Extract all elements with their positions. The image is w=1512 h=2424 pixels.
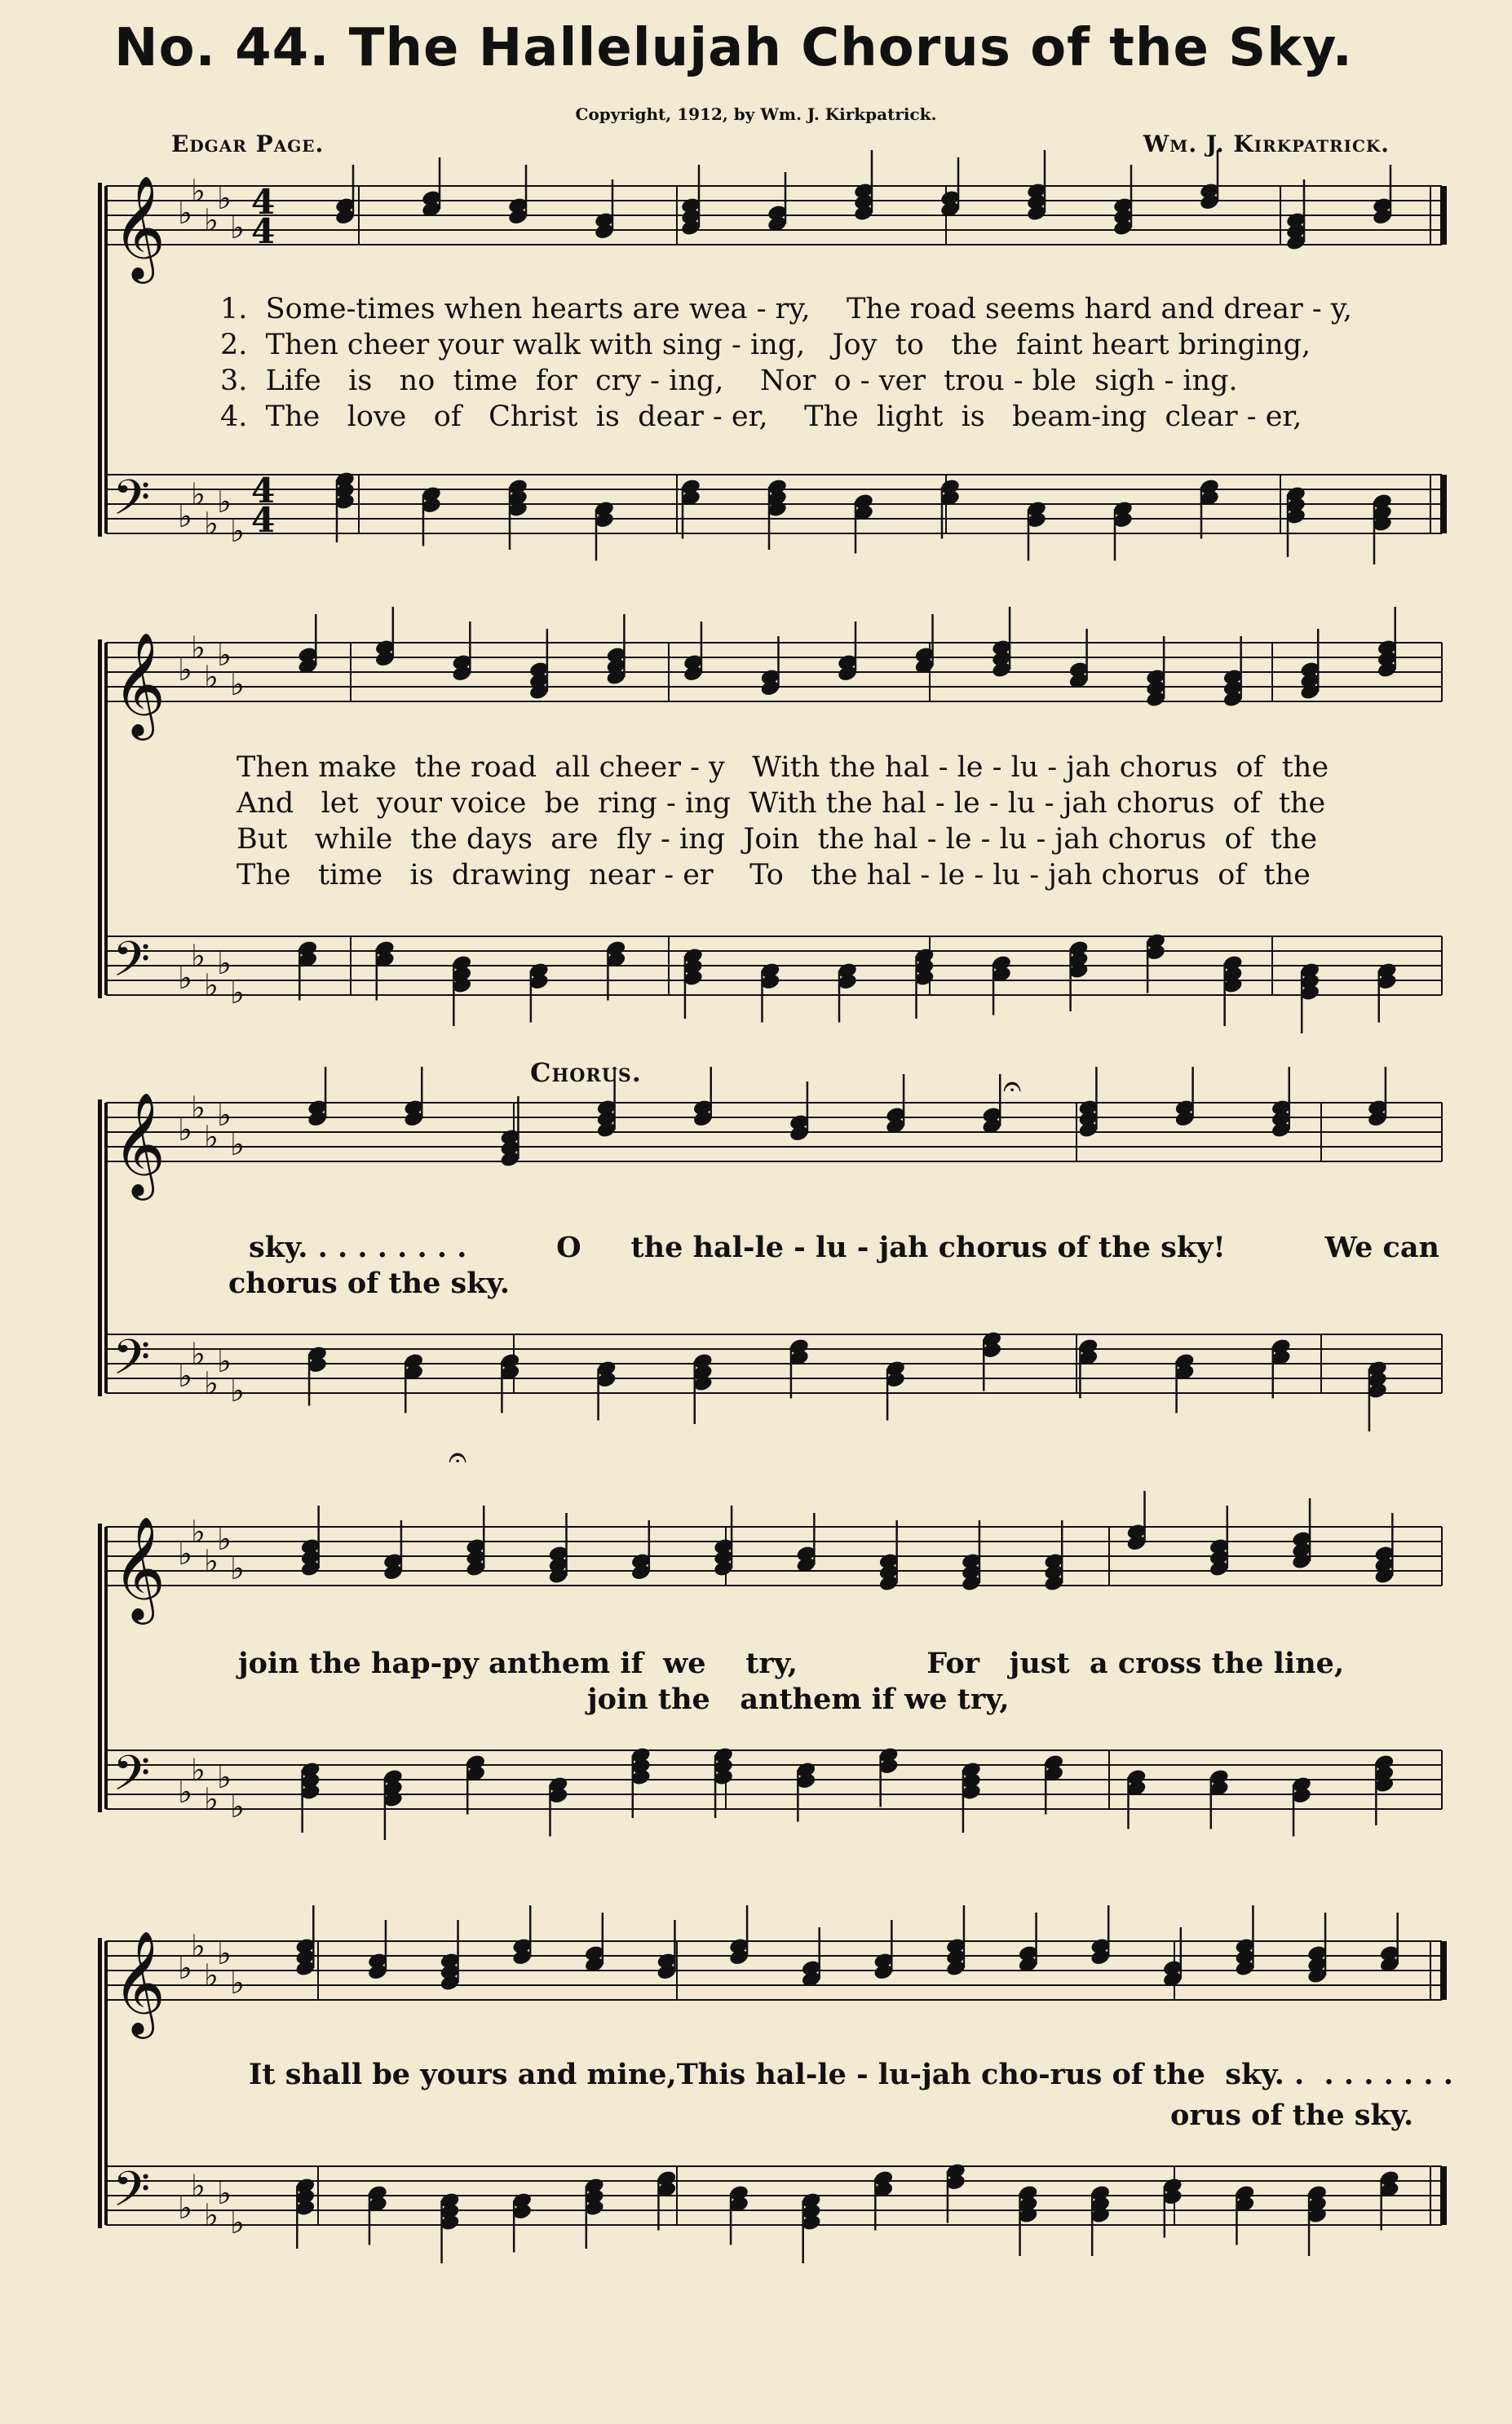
system-2-bass-flat-icon: ♭ (204, 967, 219, 1003)
system-1-system-brace (98, 183, 102, 537)
system-1-final-barline (1440, 475, 1447, 533)
system-3-bass-flat-icon: ♭ (178, 1358, 192, 1394)
copyright-notice: Copyright, 1912, by Wm. J. Kirkpatrick. (575, 104, 937, 124)
system-2-system-brace (98, 639, 102, 998)
system-1-final-barline (1440, 186, 1447, 245)
system-4-treble-flat-icon: ♭ (178, 1536, 192, 1572)
system-1-treble-clef-icon: 𝄞 (113, 175, 166, 279)
verse-4-line-b: The time is drawing near - er To the hal - le - lu - jah chorus of the (237, 859, 1311, 891)
verse-3-line-a: 3. Life is no time for cry - ing, Nor o - ver trou - ble sigh - ing. (220, 365, 1238, 397)
verse-1-line-a: 1. Some-times when hearts are wea - ry, The road seems hard and drear - y, (220, 293, 1353, 325)
system-5-final-barline (1440, 1941, 1447, 2000)
system-2-treble-flat-icon: ♭ (204, 659, 219, 695)
system-1-treble-flat-icon: ♭ (217, 180, 232, 216)
system-2-bass-flat-icon: ♭ (217, 945, 232, 981)
system-2-bass-flat-icon: ♭ (230, 975, 245, 1011)
system-1-time-sig-top-1: 4 (251, 471, 276, 511)
system-4-treble-flat-icon: ♭ (217, 1521, 232, 1557)
system-5-bass-flat-icon: ♭ (230, 2205, 245, 2240)
chorus-lyric-line-4: join the anthem if we try, (587, 1683, 1010, 1716)
verse-1-line-b: Then make the road all cheer - y With the hal - le - lu - jah chorus of the (237, 751, 1329, 784)
system-5-treble-clef-icon: 𝄞 (113, 1930, 166, 2034)
system-1-bass-flat-icon: ♭ (217, 484, 232, 520)
chorus-lyric-line-3: join the hap-py anthem if we try, For just a cross the line, (238, 1647, 1345, 1680)
page-title: No. 44. The Hallelujah Chorus of the Sky. (114, 18, 1353, 78)
system-4-treble-clef-icon: 𝄞 (113, 1515, 166, 1620)
system-3-bass-flat-icon: ♭ (191, 1336, 206, 1372)
system-1-treble-flat-icon: ♭ (204, 202, 219, 238)
system-4-system-brace (98, 1524, 102, 1812)
system-4-bass-flat-icon: ♭ (204, 1781, 219, 1817)
system-3-bass-flat-icon: ♭ (230, 1373, 245, 1409)
chorus-lyric-line-2: chorus of the sky. (228, 1267, 510, 1300)
system-1-treble-flat-icon: ♭ (178, 195, 192, 231)
system-3-treble-clef-icon: 𝄞 (113, 1091, 166, 1196)
system-1-bass-flat-icon: ♭ (204, 506, 219, 542)
lyricist-credit: Edgar Page. (171, 130, 325, 157)
system-1-treble-flat-icon: ♭ (191, 173, 206, 209)
system-5-bass-flat-icon: ♭ (204, 2197, 219, 2233)
system-5-bass-flat-icon: ♭ (191, 2168, 206, 2204)
verse-4-line-a: 4. The love of Christ is dear - er, The light is beam-ing clear - er, (220, 400, 1302, 433)
fermata-icon: 𝄐 (449, 1439, 467, 1476)
system-1-time-sig-bottom-1: 4 (251, 500, 276, 540)
system-1-bass-flat-icon: ♭ (191, 476, 206, 512)
system-3-treble-flat-icon: ♭ (230, 1126, 245, 1162)
system-1-bass-flat-icon: ♭ (230, 513, 245, 549)
system-1-bass-clef-icon: 𝄢 (113, 469, 151, 537)
system-4-bass-clef-icon: 𝄢 (113, 1745, 151, 1813)
system-3-system-brace (98, 1099, 102, 1396)
verse-2-line-a: 2. Then cheer your walk with sing - ing, Joy to the faint heart bringing, (220, 329, 1311, 361)
system-2-treble-clef-icon: 𝄞 (113, 631, 166, 736)
system-5-bass-flat-icon: ♭ (217, 2175, 232, 2211)
system-1-bass-flat-icon: ♭ (178, 498, 192, 534)
system-5-treble-flat-icon: ♭ (217, 1935, 232, 1971)
system-2-bass-clef-icon: 𝄢 (113, 931, 151, 999)
system-5-system-brace (98, 1938, 102, 2228)
system-3-treble-flat-icon: ♭ (191, 1090, 206, 1126)
system-1-time-sig-top-0: 4 (251, 182, 276, 222)
system-3-treble-flat-icon: ♭ (204, 1119, 219, 1155)
chorus-lyric-line-6: orus of the sky. (1170, 2099, 1414, 2132)
system-4-treble-flat-icon: ♭ (204, 1543, 219, 1579)
system-1-treble-flat-icon: ♭ (230, 210, 245, 245)
system-5-treble-flat-icon: ♭ (230, 1965, 245, 2001)
verse-2-line-b: And let your voice be ring - ing With the hal - le - lu - jah chorus of the (237, 787, 1326, 820)
system-3-bass-flat-icon: ♭ (204, 1365, 219, 1401)
system-3-bass-clef-icon: 𝄢 (113, 1329, 151, 1397)
system-3-treble-flat-icon: ♭ (178, 1112, 192, 1148)
system-2-treble-flat-icon: ♭ (217, 637, 232, 673)
system-4-treble-flat-icon: ♭ (230, 1550, 245, 1586)
system-4-bass-flat-icon: ♭ (217, 1759, 232, 1795)
system-5-treble-flat-icon: ♭ (178, 1950, 192, 1986)
system-2-bass-flat-icon: ♭ (191, 938, 206, 974)
system-1-time-sig-bottom-0: 4 (251, 211, 276, 251)
verse-3-line-b: But while the days are fly - ing Join the hal - le - lu - jah chorus of the (237, 823, 1318, 856)
system-2-bass-flat-icon: ♭ (178, 960, 192, 996)
system-2-treble-flat-icon: ♭ (230, 666, 245, 702)
system-2-treble-flat-icon: ♭ (191, 630, 206, 666)
fermata-icon: 𝄐 (1003, 1068, 1022, 1105)
system-5-bass-clef-icon: 𝄢 (113, 2161, 151, 2229)
system-5-final-barline (1440, 2166, 1447, 2225)
staff-systems (98, 150, 1447, 2263)
system-5-bass-flat-icon: ♭ (178, 2190, 192, 2226)
system-3-treble-flat-icon: ♭ (217, 1097, 232, 1133)
system-5-treble-flat-icon: ♭ (191, 1928, 206, 1964)
chorus-lyric-line-1: sky. . . . . . . . . O the hal-le - lu - jah chorus of the sky! We can (249, 1231, 1439, 1264)
system-3-bass-flat-icon: ♭ (217, 1343, 232, 1379)
system-2-treble-flat-icon: ♭ (178, 652, 192, 688)
system-4-bass-flat-icon: ♭ (191, 1752, 206, 1788)
composer-credit: Wm. J. Kirkpatrick. (1143, 130, 1390, 157)
system-4-treble-flat-icon: ♭ (191, 1514, 206, 1550)
system-5-treble-flat-icon: ♭ (204, 1957, 219, 1993)
system-4-bass-flat-icon: ♭ (230, 1789, 245, 1825)
chorus-lyric-line-5: It shall be yours and mine,This hal-le - lu-jah cho-rus of the sky. . . . . . . . . (249, 2058, 1453, 2091)
chorus-label: Chorus. (530, 1057, 642, 1088)
system-4-bass-flat-icon: ♭ (178, 1774, 192, 1810)
